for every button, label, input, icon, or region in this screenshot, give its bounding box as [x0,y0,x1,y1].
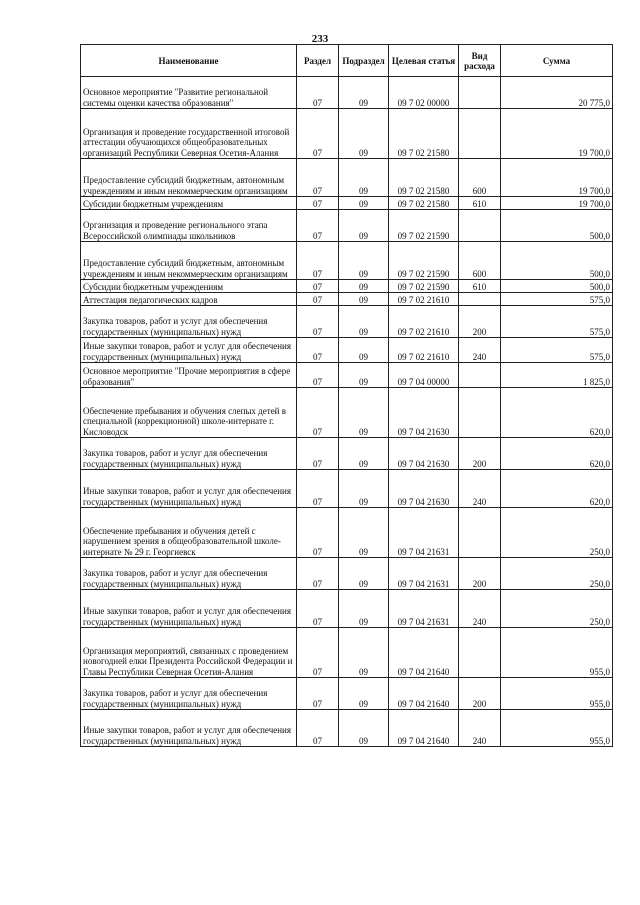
header-podrazdel: Подраздел [339,45,389,77]
cell-name: Иные закупки товаров, работ и услуг для обеспечения государственных (муниципальных) нужд [81,590,297,628]
cell-podrazdel: 09 [339,470,389,508]
cell-podrazdel: 09 [339,678,389,710]
table-row [81,109,613,159]
cell-razdel: 07 [297,293,339,306]
table-row [81,628,613,678]
table-header-row [81,45,613,77]
cell-vid [459,388,501,438]
cell-razdel: 07 [297,438,339,470]
cell-vid: 600 [459,159,501,197]
cell-summa: 19 700,0 [501,197,613,210]
cell-statya: 09 7 04 21631 [389,558,459,590]
cell-statya: 09 7 04 00000 [389,363,459,388]
cell-name: Основное мероприятие "Развитие региональной системы оценки качества образования" [81,77,297,109]
cell-podrazdel: 09 [339,628,389,678]
cell-summa: 500,0 [501,210,613,242]
cell-vid: 610 [459,197,501,210]
cell-podrazdel: 09 [339,197,389,210]
header-statya: Целевая статья [389,45,459,77]
cell-name: Закупка товаров, работ и услуг для обеспечения государственных (муниципальных) нужд [81,306,297,338]
cell-summa: 250,0 [501,590,613,628]
table-row [81,338,613,363]
cell-razdel: 07 [297,338,339,363]
cell-vid [459,293,501,306]
cell-razdel: 07 [297,159,339,197]
cell-razdel: 07 [297,306,339,338]
cell-statya: 09 7 02 21580 [389,197,459,210]
cell-razdel: 07 [297,242,339,280]
cell-summa: 955,0 [501,628,613,678]
cell-vid [459,210,501,242]
cell-statya: 09 7 04 21640 [389,628,459,678]
cell-summa: 955,0 [501,710,613,747]
cell-podrazdel: 09 [339,306,389,338]
cell-statya: 09 7 02 21610 [389,338,459,363]
cell-summa: 250,0 [501,508,613,558]
cell-podrazdel: 09 [339,558,389,590]
cell-vid: 240 [459,470,501,508]
cell-summa: 1 825,0 [501,363,613,388]
cell-name: Предоставление субсидий бюджетным, автономным учреждениям и иным некоммерческим организациям [81,242,297,280]
header-vid: Вид расхода [459,45,501,77]
cell-summa: 620,0 [501,438,613,470]
cell-vid [459,77,501,109]
cell-name: Обеспечение пребывания и обучения слепых детей в специальной (коррекционной) школе-интернате г. Кисловодск [81,388,297,438]
table-row [81,470,613,508]
cell-razdel: 07 [297,388,339,438]
table-row [81,558,613,590]
cell-statya: 09 7 04 21630 [389,388,459,438]
cell-summa: 575,0 [501,306,613,338]
cell-razdel: 07 [297,678,339,710]
cell-summa: 19 700,0 [501,159,613,197]
cell-vid [459,628,501,678]
table-row [81,710,613,747]
cell-podrazdel: 09 [339,210,389,242]
cell-podrazdel: 09 [339,438,389,470]
cell-razdel: 07 [297,197,339,210]
table-row [81,678,613,710]
cell-vid: 610 [459,280,501,293]
cell-statya: 09 7 02 21590 [389,242,459,280]
cell-name: Организация мероприятий, связанных с проведением новогодней елки Президента Российской Федерации и Главы Республики Северная Осетия-Алания [81,628,297,678]
cell-name: Иные закупки товаров, работ и услуг для обеспечения государственных (муниципальных) нужд [81,710,297,747]
table-body [81,77,613,747]
table-row [81,197,613,210]
cell-name: Иные закупки товаров, работ и услуг для обеспечения государственных (муниципальных) нужд [81,470,297,508]
cell-summa: 620,0 [501,470,613,508]
cell-razdel: 07 [297,77,339,109]
cell-razdel: 07 [297,590,339,628]
cell-statya: 09 7 04 21630 [389,438,459,470]
cell-razdel: 07 [297,558,339,590]
table-row [81,388,613,438]
cell-podrazdel: 09 [339,363,389,388]
cell-name: Предоставление субсидий бюджетным, автономным учреждениям и иным некоммерческим организациям [81,159,297,197]
cell-name: Организация и проведение регионального этапа Всероссийской олимпиады школьников [81,210,297,242]
cell-summa: 575,0 [501,293,613,306]
table-row [81,77,613,109]
cell-statya: 09 7 02 21590 [389,280,459,293]
cell-podrazdel: 09 [339,508,389,558]
cell-razdel: 07 [297,508,339,558]
cell-name: Иные закупки товаров, работ и услуг для обеспечения государственных (муниципальных) нужд [81,338,297,363]
table-row [81,590,613,628]
cell-name: Организация и проведение государственной итоговой аттестации обучающихся общеобразовательных организаций Республики Северная Осетия-Алания [81,109,297,159]
cell-vid: 240 [459,590,501,628]
cell-razdel: 07 [297,628,339,678]
cell-vid: 600 [459,242,501,280]
table-row [81,242,613,280]
cell-name: Основное мероприятие "Прочие мероприятия в сфере образования" [81,363,297,388]
cell-summa: 620,0 [501,388,613,438]
table-row [81,438,613,470]
cell-razdel: 07 [297,109,339,159]
cell-vid: 240 [459,338,501,363]
cell-vid: 200 [459,558,501,590]
table-row [81,159,613,197]
cell-razdel: 07 [297,280,339,293]
cell-razdel: 07 [297,470,339,508]
cell-statya: 09 7 04 21631 [389,508,459,558]
cell-statya: 09 7 02 21580 [389,159,459,197]
cell-name: Субсидии бюджетным учреждениям [81,280,297,293]
table-row [81,363,613,388]
cell-name: Закупка товаров, работ и услуг для обеспечения государственных (муниципальных) нужд [81,678,297,710]
cell-vid: 240 [459,710,501,747]
cell-podrazdel: 09 [339,338,389,363]
page-number: 233 [311,33,329,45]
cell-podrazdel: 09 [339,77,389,109]
cell-razdel: 07 [297,363,339,388]
table-row [81,280,613,293]
cell-statya: 09 7 04 21630 [389,470,459,508]
header-summa: Сумма [501,45,613,77]
cell-statya: 09 7 04 21640 [389,710,459,747]
table-row [81,508,613,558]
cell-podrazdel: 09 [339,710,389,747]
cell-podrazdel: 09 [339,242,389,280]
cell-vid: 200 [459,678,501,710]
cell-vid [459,109,501,159]
cell-name: Закупка товаров, работ и услуг для обеспечения государственных (муниципальных) нужд [81,558,297,590]
cell-podrazdel: 09 [339,388,389,438]
cell-summa: 500,0 [501,280,613,293]
cell-statya: 09 7 02 21590 [389,210,459,242]
cell-vid: 200 [459,306,501,338]
cell-podrazdel: 09 [339,159,389,197]
cell-name: Субсидии бюджетным учреждениям [81,197,297,210]
table-row [81,293,613,306]
cell-vid: 200 [459,438,501,470]
cell-statya: 09 7 04 21640 [389,678,459,710]
cell-statya: 09 7 02 21580 [389,109,459,159]
table-row [81,210,613,242]
cell-razdel: 07 [297,210,339,242]
header-razdel: Раздел [297,45,339,77]
cell-summa: 19 700,0 [501,109,613,159]
cell-podrazdel: 09 [339,293,389,306]
cell-podrazdel: 09 [339,109,389,159]
header-name: Наименование [81,45,297,77]
cell-vid [459,363,501,388]
table-row [81,306,613,338]
cell-summa: 20 775,0 [501,77,613,109]
cell-podrazdel: 09 [339,590,389,628]
cell-name: Аттестация педагогических кадров [81,293,297,306]
cell-summa: 575,0 [501,338,613,363]
cell-summa: 250,0 [501,558,613,590]
cell-summa: 500,0 [501,242,613,280]
cell-statya: 09 7 02 21610 [389,293,459,306]
cell-statya: 09 7 02 00000 [389,77,459,109]
cell-statya: 09 7 04 21631 [389,590,459,628]
cell-razdel: 07 [297,710,339,747]
cell-name: Закупка товаров, работ и услуг для обеспечения государственных (муниципальных) нужд [81,438,297,470]
cell-statya: 09 7 02 21610 [389,306,459,338]
cell-vid [459,508,501,558]
cell-summa: 955,0 [501,678,613,710]
budget-table [80,44,613,747]
cell-podrazdel: 09 [339,280,389,293]
cell-name: Обеспечение пребывания и обучения детей с нарушением зрения в общеобразовательной школе-интернате № 29 г. Георгиевск [81,508,297,558]
